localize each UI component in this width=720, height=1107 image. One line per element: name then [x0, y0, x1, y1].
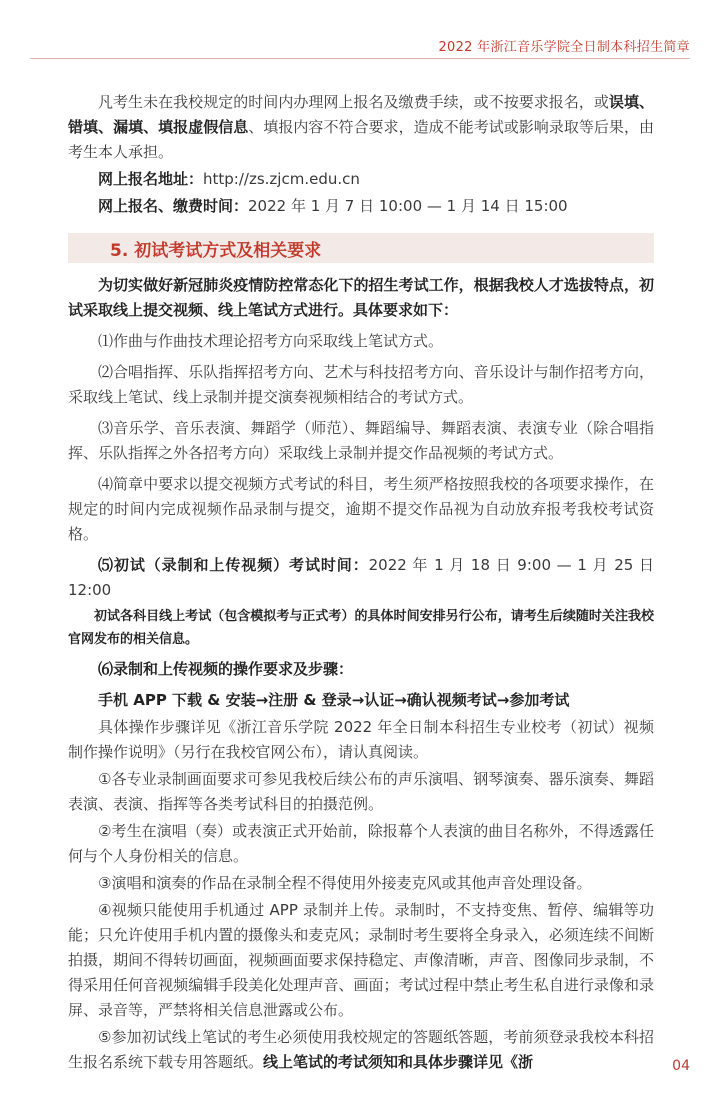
section-heading: 5. 初试考试方式及相关要求: [110, 240, 322, 261]
exam-item-6-label: ⑹录制和上传视频的操作要求及步骤：: [98, 660, 354, 678]
requirement-1: ①各专业录制画面要求可参见我校后续公布的声乐演唱、钢琴演奏、器乐演奏、舞蹈表演、表演、指挥等各类考试科目的拍摄范例。: [68, 770, 654, 813]
header-title: 2022 年浙江音乐学院全日制本科招生简章: [438, 40, 690, 55]
requirement-3: ③演唱和演奏的作品在录制全程不得使用外接麦克风或其他声音处理设备。: [98, 874, 592, 892]
intro-text-bold: 误填、错填、漏填、填报虚假信息: [68, 93, 654, 136]
requirement-5: [68, 1025, 654, 1075]
header-divider: [30, 58, 690, 59]
signup-time-label: 网上报名、缴费时间：: [98, 197, 249, 215]
requirement-5-bold: 线上笔试的考试须知和具体步骤详见《浙: [263, 1053, 534, 1071]
app-flow-steps: 手机 APP 下载 & 安装→注册 & 登录→认证→确认视频考试→参加考试: [98, 691, 570, 709]
requirement-5-text: ⑤参加初试线上笔试的考生必须使用我校规定的答题纸答题，考前须登录我校本科招生报名系统下载专用答题纸。: [68, 1028, 654, 1071]
signup-url-value: http://zs.zjcm.edu.cn: [203, 170, 360, 188]
exam-item-5: [68, 553, 654, 603]
exam-item-5-note: 初试各科目线上考试（包含模拟考与正式考）的具体时间安排另行公布，请考生后续随时关注我校官网发布的相关信息。: [68, 609, 654, 647]
requirement-4: ④视频只能使用手机通过 APP 录制并上传。录制时，不支持变焦、暂停、编辑等功能；只允许使用手机内置的摄像头和麦克风；录制时考生要将全身录入，必须连续不间断拍摄，期间不得转切画面，视频画面要求保持稳定、声像清晰，声音、图像同步录制，不得采用任何音视频编辑手段美化处理声音、画面；考试过程中禁止考生私自进行录像和录屏、录音等，严禁将相关信息泄露或公布。: [68, 901, 654, 1019]
page-number: 04: [672, 1058, 690, 1074]
intro-text-c: 、填报内容不符合要求，造成不能考试或影响录取等后果，由考生本人承担。: [68, 118, 654, 161]
operation-detail: 具体操作步骤详见《浙江音乐学院 2022 年全日制本科招生专业校考（初试）视频制作操作说明》（另行在我校官网公布），请认真阅读。: [68, 718, 654, 761]
section-lead: 为切实做好新冠肺炎疫情防控常态化下的招生考试工作，根据我校人才选拔特点，初试采取线上提交视频、线上笔试方式进行。具体要求如下：: [68, 276, 654, 319]
exam-item-1: ⑴作曲与作曲技术理论招考方向采取线上笔试方式。: [98, 332, 444, 350]
exam-item-5-label: ⑸初试（录制和上传视频）考试时间：: [98, 556, 369, 574]
signup-url-label: 网上报名地址：: [98, 170, 204, 188]
requirement-2: ②考生在演唱（奏）或表演正式开始前，除报幕个人表演的曲目名称外，不得透露任何与个人身份相关的信息。: [68, 822, 654, 865]
signup-time-line: [68, 194, 654, 219]
signup-url-line: [68, 167, 654, 192]
exam-item-2: ⑵合唱指挥、乐队指挥招考方向、艺术与科技招考方向、音乐设计与制作招考方向，采取线上笔试、线上录制并提交演奏视频相结合的考试方式。: [68, 363, 654, 406]
intro-paragraph: [68, 90, 654, 165]
exam-item-5-value: 2022 年 1 月 18 日 9:00 — 1 月 25 日 12:00: [68, 556, 654, 599]
exam-item-3: ⑶音乐学、音乐表演、舞蹈学（师范）、舞蹈编导、舞蹈表演、表演专业（除合唱指挥、乐队指挥之外各招考方向）采取线上录制并提交作品视频的考试方式。: [68, 419, 654, 462]
section-heading-bar: [68, 233, 654, 263]
intro-text-a: 凡考生未在我校规定的时间内办理网上报名及缴费手续，或不按要求报名，或: [98, 93, 609, 111]
signup-time-value: 2022 年 1 月 7 日 10:00 — 1 月 14 日 15:00: [248, 197, 568, 215]
main-content: [68, 90, 654, 1075]
exam-item-4: ⑷简章中要求以提交视频方式考试的科目，考生须严格按照我校的各项要求操作，在规定的时间内完成视频作品录制与提交，逾期不提交作品视为自动放弃报考我校考试资格。: [68, 475, 654, 543]
